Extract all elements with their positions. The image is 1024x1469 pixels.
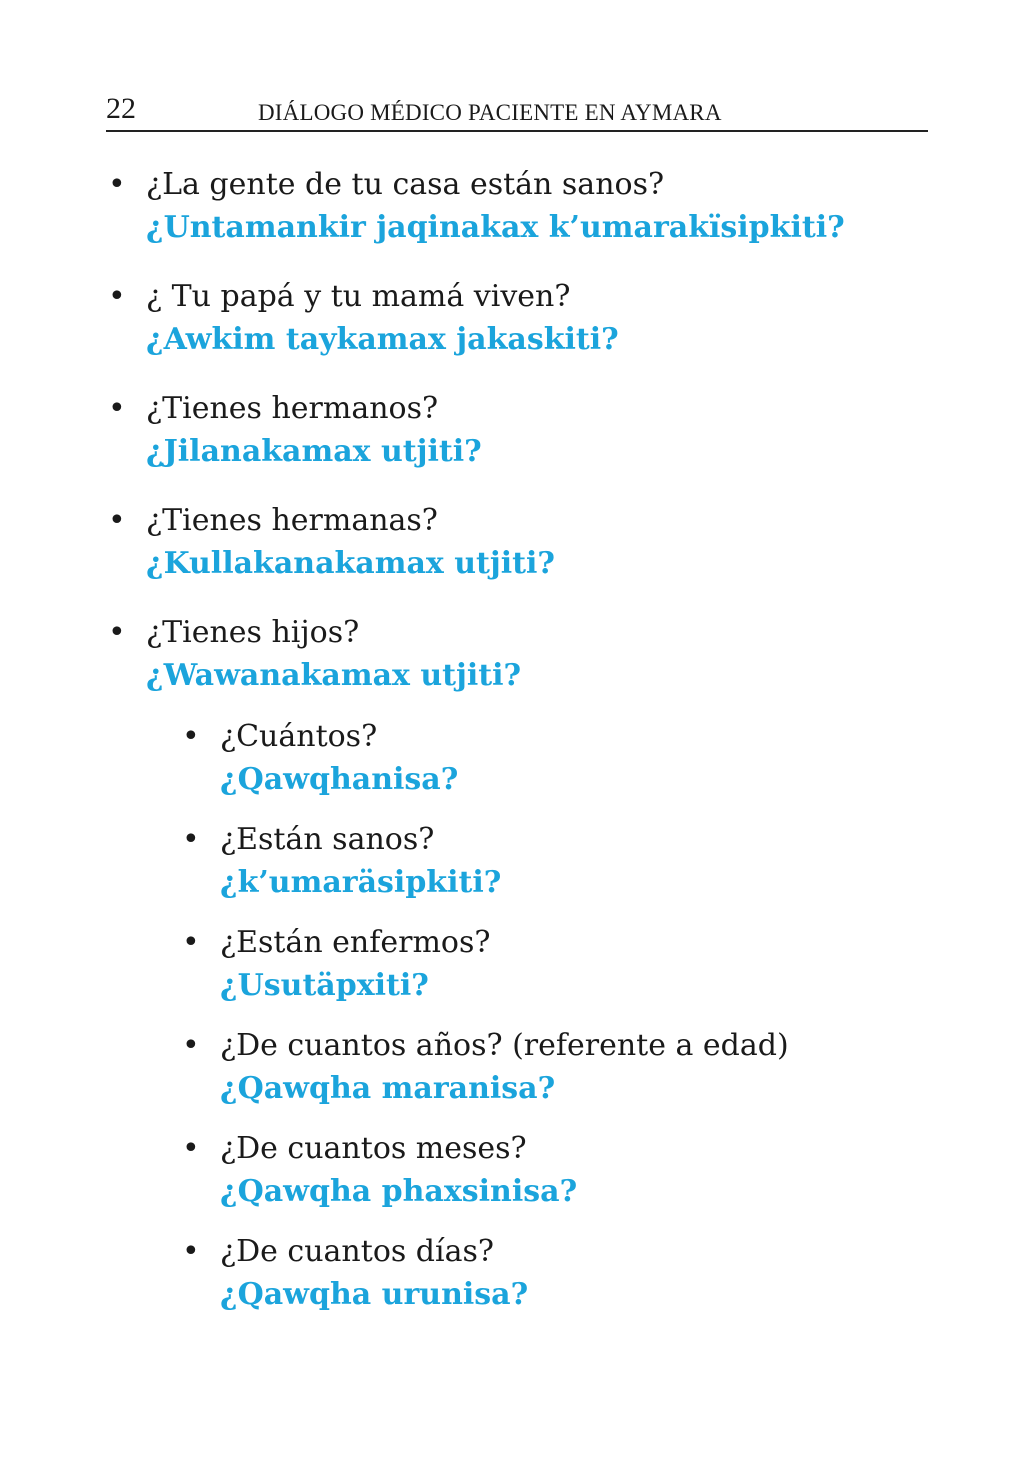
aymara-translation: ¿k’umaräsipkiti?	[220, 865, 502, 900]
bullet-icon: •	[182, 1131, 200, 1166]
aymara-translation: ¿Jilanakamax utjiti?	[146, 434, 482, 469]
bullet-icon: •	[182, 925, 200, 960]
spanish-question: ¿Tienes hijos?	[146, 615, 360, 650]
spanish-question: ¿La gente de tu casa están sanos?	[146, 167, 665, 202]
aymara-translation: ¿Awkim taykamax jakaskiti?	[146, 322, 619, 357]
running-title: DIÁLOGO MÉDICO PACIENTE EN AYMARA	[258, 100, 722, 125]
page-header	[106, 92, 928, 132]
aymara-translation: ¿Untamankir jaqinakax k’umarakïsipkiti?	[146, 210, 845, 245]
spanish-question: ¿De cuantos años? (referente a edad)	[220, 1028, 789, 1063]
spanish-question: ¿Tienes hermanos?	[146, 391, 439, 426]
aymara-translation: ¿Usutäpxiti?	[220, 968, 429, 1003]
bullet-icon: •	[108, 167, 126, 202]
bullet-icon: •	[108, 615, 126, 650]
bullet-icon: •	[182, 822, 200, 857]
aymara-translation: ¿Kullakanakamax utjiti?	[146, 546, 555, 581]
page-number: 22	[106, 92, 136, 125]
aymara-translation: ¿Qawqha urunisa?	[220, 1277, 529, 1312]
bullet-icon: •	[182, 1234, 200, 1269]
bullet-icon: •	[182, 1028, 200, 1063]
bullet-icon: •	[108, 503, 126, 538]
spanish-question: ¿De cuantos meses?	[220, 1131, 527, 1166]
spanish-question: ¿ Tu papá y tu mamá viven?	[146, 279, 571, 314]
aymara-translation: ¿Qawqha maranisa?	[220, 1071, 556, 1106]
spanish-question: ¿Están enfermos?	[220, 925, 491, 960]
spanish-question: ¿De cuantos días?	[220, 1234, 494, 1269]
bullet-icon: •	[108, 391, 126, 426]
spanish-question: ¿Tienes hermanas?	[146, 503, 438, 538]
aymara-translation: ¿Wawanakamax utjiti?	[146, 658, 522, 693]
bullet-icon: •	[182, 719, 200, 754]
aymara-translation: ¿Qawqhanisa?	[220, 762, 459, 797]
spanish-question: ¿Están sanos?	[220, 822, 435, 857]
aymara-translation: ¿Qawqha phaxsinisa?	[220, 1174, 578, 1209]
spanish-question: ¿Cuántos?	[220, 719, 378, 754]
bullet-icon: •	[108, 279, 126, 314]
